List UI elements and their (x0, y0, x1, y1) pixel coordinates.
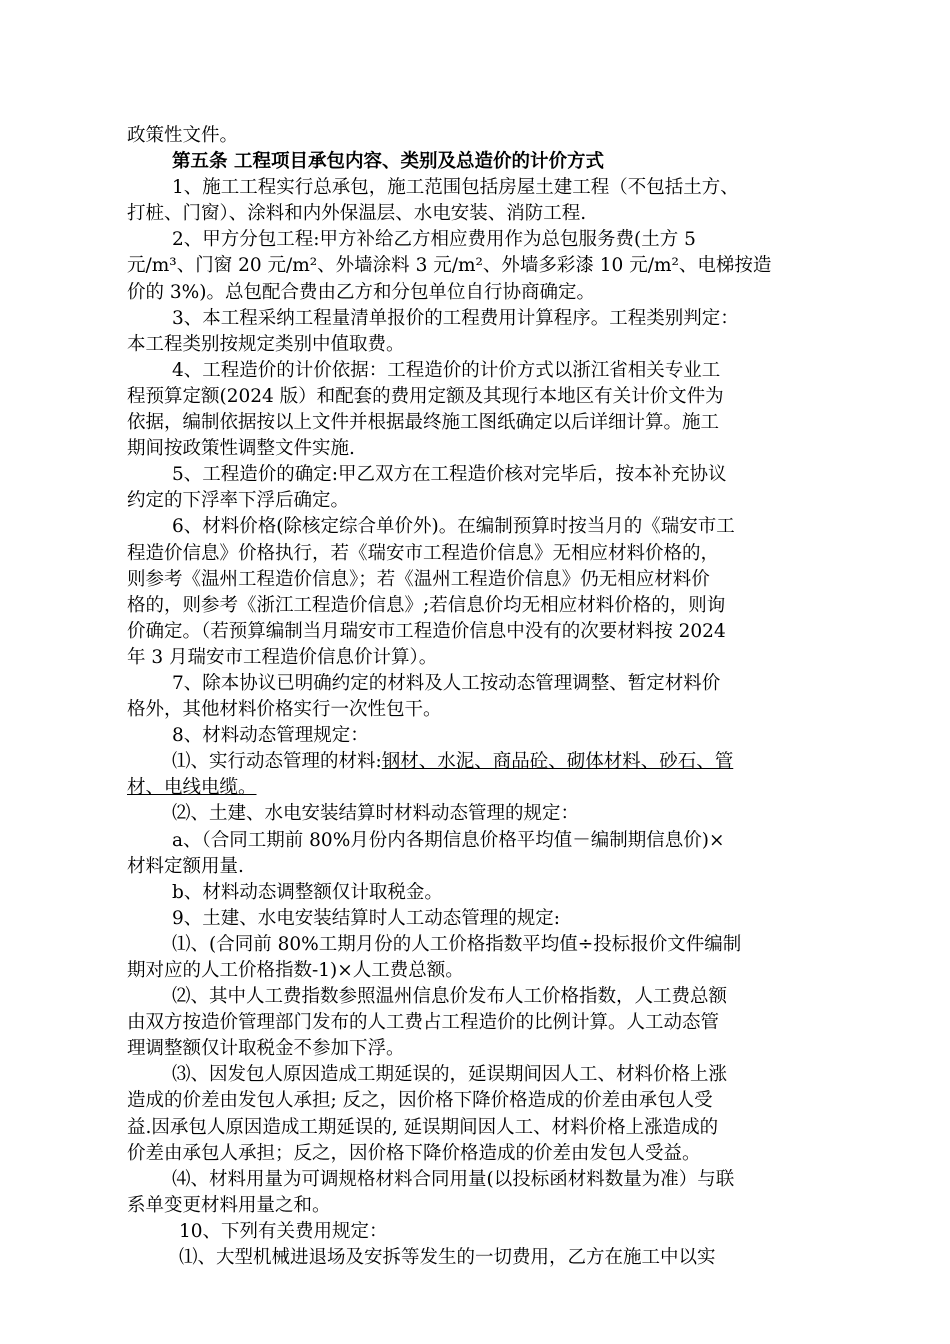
text-line: 材料定额用量. (127, 855, 244, 877)
text-line: 程造价信息》价格执行，若《瑞安市工程造价信息》无相应材料价格的， (127, 542, 720, 564)
text-line: a、（合同工期前 80%月份内各期信息价格平均值－编制期信息价)× (172, 829, 725, 851)
text-line: 9、土建、水电安装结算时人工动态管理的规定: (172, 907, 561, 929)
text-line: 依据，编制依据按以上文件并根据最终施工图纸确定以后详细计算。施工 (127, 412, 720, 434)
text-line (127, 749, 851, 775)
text-line: 8、材料动态管理规定： (172, 725, 369, 747)
text-line: ⑷、材料用量为可调规格材料合同用量(以投标函材料数量为准）与联 (172, 1168, 735, 1190)
text-line: 1、施工工程实行总承包，施工范围包括房屋土建工程（不包括土方、 (172, 177, 739, 199)
text-line: 10、下列有关费用规定： (179, 1220, 388, 1242)
text-line: 益.因承包人原因造成工期延误的, 延误期间因人工、材料价格上涨造成的 (127, 1116, 719, 1138)
text-line: 价确定。（若预算编制当月瑞安市工程造价信息中没有的次要材料按 2024 (127, 620, 726, 642)
text-line: ⑵、其中人工费指数参照温州信息价发布人工价格指数，人工费总额 (172, 986, 728, 1008)
text-line: 程预算定额(2024 版）和配套的费用定额及其现行本地区有关计价文件为 (127, 385, 724, 407)
document-body (127, 123, 851, 1271)
text-line: 则参考《温州工程造价信息》；若《温州工程造价信息》仍无相应材料价 (127, 568, 710, 590)
text-line: 年 3 月瑞安市工程造价信息价计算）。 (127, 646, 438, 668)
text-line: 价差由承包人承担；反之，因价格下降价格造成的价差由发包人受益。 (127, 1142, 701, 1164)
text-line: 由双方按造价管理部门发布的人工费占工程造价的比例计算。人工动态管 (127, 1012, 720, 1034)
text-line: 政策性文件。 (127, 125, 239, 146)
text-segment: ⑴、实行动态管理的材料: (172, 751, 382, 773)
text-line: 约定的下浮率下浮后确定。 (127, 490, 350, 512)
text-line: b、材料动态调整额仅计取税金。 (172, 881, 443, 903)
section-heading: 第五条 工程项目承包内容、类别及总造价的计价方式 (172, 151, 604, 173)
text-line: 格外，其他材料价格实行一次性包干。 (127, 699, 442, 721)
text-line: 打桩、门窗）、涂料和内外保温层、水电安装、消防工程. (127, 203, 587, 225)
text-line: 4、工程造价的计价依据：工程造价的计价方式以浙江省相关专业工 (172, 359, 721, 381)
text-line: 6、材料价格(除核定综合单价外)。在编制预算时按当月的《瑞安市工 (172, 516, 735, 538)
text-line: 价的 3%)。总包配合费由乙方和分包单位自行协商确定。 (127, 281, 595, 303)
text-line (127, 775, 851, 801)
text-line: 格的，则参考《浙江工程造价信息》;若信息价均无相应材料价格的，则询 (127, 594, 726, 616)
text-line: 期对应的人工价格指数-1)×人工费总额。 (127, 960, 464, 981)
underlined-materials: 钢材、水泥、商品砼、砌体材料、砂石、管 (381, 751, 734, 773)
text-line: 7、除本协议已明确约定的材料及人工按动态管理调整、暂定材料价 (172, 672, 721, 694)
text-line: 本工程类别按规定类别中值取费。 (127, 333, 405, 355)
text-line: 期间按政策性调整文件实施. (127, 438, 355, 460)
text-line: ⑴、大型机械进退场及安拆等发生的一切费用，乙方在施工中以实 (179, 1247, 716, 1269)
text-line: 3、本工程采纳工程量清单报价的工程费用计算程序。工程类别判定： (172, 307, 739, 329)
text-line: ⑴、(合同前 80%工期月份的人工价格指数平均值÷投标报价文件编制 (172, 933, 742, 955)
text-line: 系单变更材料用量之和。 (127, 1194, 331, 1216)
text-line: 造成的价差由发包人承担; 反之，因价格下降价格造成的价差由承包人受 (127, 1090, 713, 1112)
text-line: 理调整额仅计取税金不参加下浮。 (127, 1038, 405, 1060)
text-line: 5、工程造价的确定:甲乙双方在工程造价核对完毕后，按本补充协议 (172, 464, 727, 486)
text-line: ⑶、因发包人原因造成工期延误的，延误期间因人工、材料价格上涨 (172, 1064, 728, 1086)
underlined-materials: 材、电线电缆。 (127, 777, 257, 799)
text-line: 元/m³、门窗 20 元/m²、外墙涂料 3 元/m²、外墙多彩漆 10 元/m²、电梯按造 (127, 255, 772, 277)
text-line: 2、甲方分包工程:甲方补给乙方相应费用作为总包服务费(土方 5 (172, 229, 696, 251)
text-line: ⑵、土建、水电安装结算时材料动态管理的规定： (172, 803, 580, 825)
